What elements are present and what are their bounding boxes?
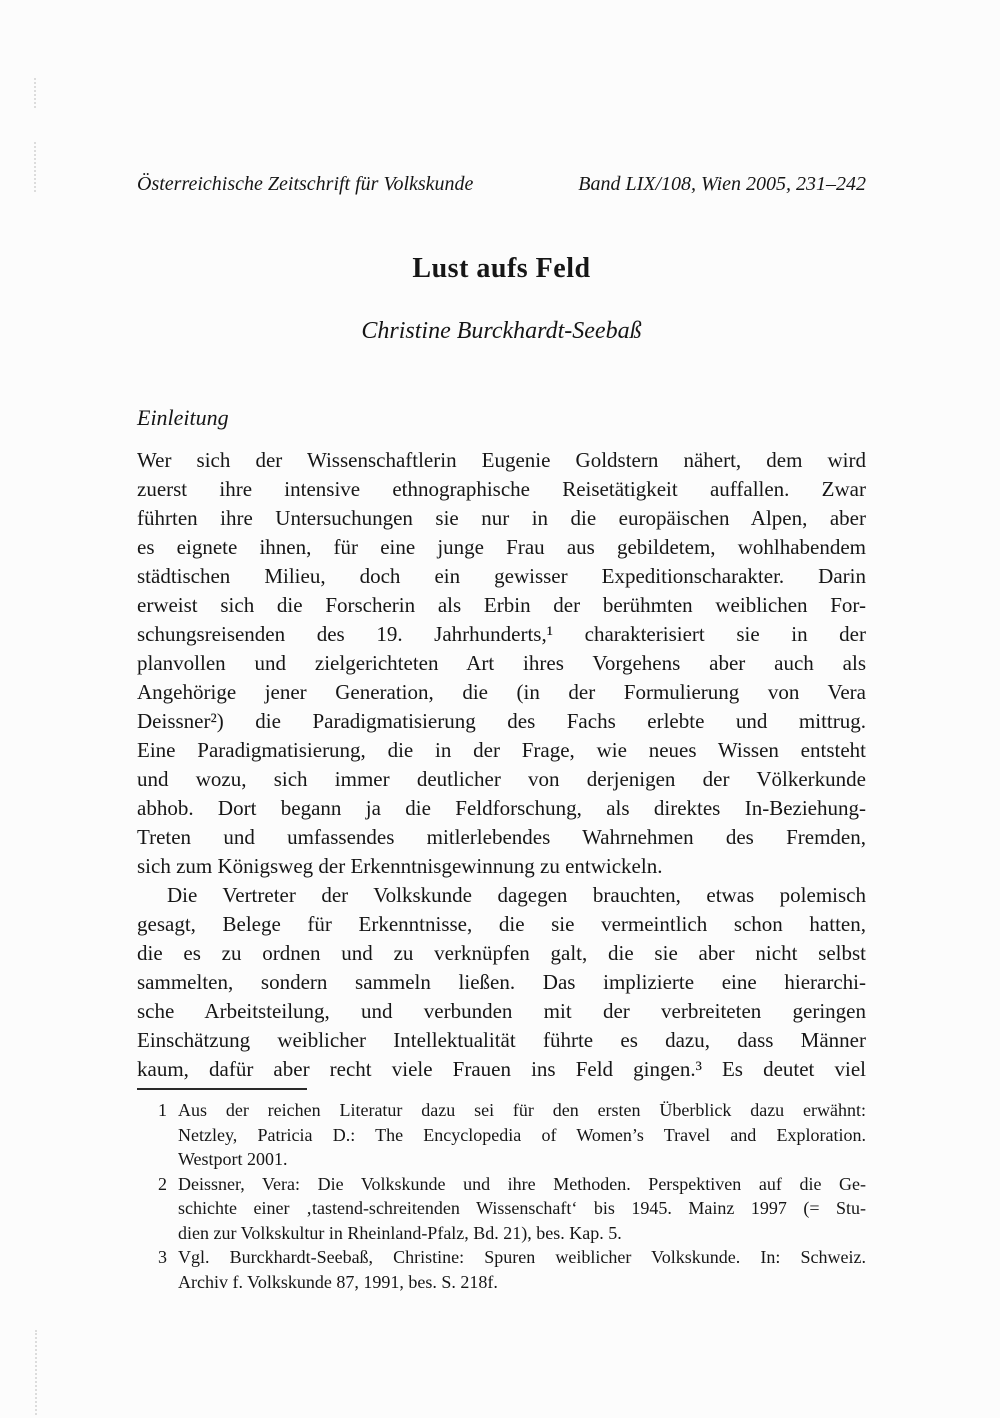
text-line: sche Arbeitsteilung, und verbunden mit der verbreiteten geringen [137,999,866,1023]
text-line: städtischen Milieu, doch ein gewisser Expeditionscharakter. Darin [137,564,866,588]
section-heading: Einleitung [137,405,229,430]
text-line: führten ihre Untersuchungen sie nur in die europäischen Alpen, aber [137,506,866,530]
footnote [137,1098,866,1172]
text-line: Aus der reichen Literatur dazu sei für den ersten Überblick dazu erwähnt: [178,1100,866,1120]
footnote-number: 2 [158,1173,167,1194]
text-line: zuerst ihre intensive ethnographische Reisetätigkeit auffallen. Zwar [137,477,866,501]
footnote [137,1172,866,1246]
text-line: gesagt, Belege für Erkenntnisse, die sie vermeintlich schon hatten, [137,912,866,936]
article-author: Christine Burckhardt-Seebaß [361,318,642,344]
text-line: sammelten, sondern sammeln ließen. Das implizierte eine hierarchi- [137,970,866,994]
footnote-number: 1 [158,1100,167,1120]
text-line: Deissner²) die Paradigmatisierung des Fachs erlebte und mittrug. [137,709,866,733]
text-line: Eine Paradigmatisierung, die in der Frage, wie neues Wissen entsteht [137,738,866,762]
body-text [137,446,866,1084]
text-line: es eignete ihnen, für eine junge Frau aus gebildetem, wohlhabendem [137,535,866,559]
footnotes [137,1098,866,1294]
text-line: abhob. Dort begann ja die Feldforschung, als direktes In-Beziehung- [137,796,866,820]
scan-artifact [35,1330,37,1415]
text-line: dien zur Volkskultur in Rheinland-Pfalz, Bd. 21), bes. Kap. 5. [178,1222,622,1243]
text-line: Vgl. Burckhardt-Seebaß, Christine: Spuren weiblicher Volkskunde. In: Schweiz. [178,1247,866,1267]
text-line: Westport 2001. [178,1149,288,1169]
text-line: die es zu ordnen und zu verknüpfen galt, die sie aber nicht selbst [137,941,866,965]
text-line: erweist sich die Forscherin als Erbin der berühmten weiblichen For- [137,593,866,617]
text-line: Deissner, Vera: Die Volkskunde und ihre Methoden. Perspektiven auf die Ge- [178,1173,866,1194]
running-header [137,172,866,196]
footnote-text [178,1245,866,1294]
text-line: Einschätzung weiblicher Intellektualität führte es dazu, dass Männer [137,1028,866,1052]
text-line: planvollen und zielgerichteten Art ihres Vorgehens aber auch als [137,651,866,675]
text-line: sich zum Königsweg der Erkenntnisgewinnung zu entwickeln. [137,854,663,878]
footnote-text [178,1098,866,1172]
footnote-text [178,1172,866,1246]
paragraph [137,881,866,1084]
text-line: und wozu, sich immer deutlicher von derjenigen der Völkerkunde [137,767,866,791]
scan-artifact [34,78,36,108]
footnote-number: 3 [158,1247,167,1267]
text-line: Netzley, Patricia D.: The Encyclopedia of Women’s Travel and Exploration. [178,1124,866,1145]
text-line: schichte einer ‚tastend-schreitenden Wissenschaft‘ bis 1945. Mainz 1997 (= Stu- [178,1198,866,1218]
article-title: Lust aufs Feld [412,253,591,284]
scan-artifact [34,142,36,192]
footnote [137,1245,866,1294]
paragraph [137,446,866,881]
text-line: Angehörige jener Generation, die (in der Formulierung von Vera [137,680,866,704]
text-line: Wer sich der Wissenschaftlerin Eugenie Goldstern nähert, dem wird [137,448,866,472]
text-line: Die Vertreter der Volkskunde dagegen brauchten, etwas polemisch [167,883,866,907]
text-line: schungsreisenden des 19. Jahrhunderts,¹ charakterisiert sie in der [137,622,866,646]
page-content [137,0,866,1294]
issue-info: Band LIX/108, Wien 2005, 231–242 [578,173,866,195]
text-line: kaum, dafür aber recht viele Frauen ins Feld gingen.³ Es deutet viel [137,1057,866,1081]
footnote-separator [137,1088,307,1090]
journal-name: Österreichische Zeitschrift für Volkskunde [137,173,474,195]
text-line: Archiv f. Volkskunde 87, 1991, bes. S. 218f. [178,1271,498,1292]
text-line: Treten und umfassendes mitlerlebendes Wahrnehmen des Fremden, [137,825,866,849]
